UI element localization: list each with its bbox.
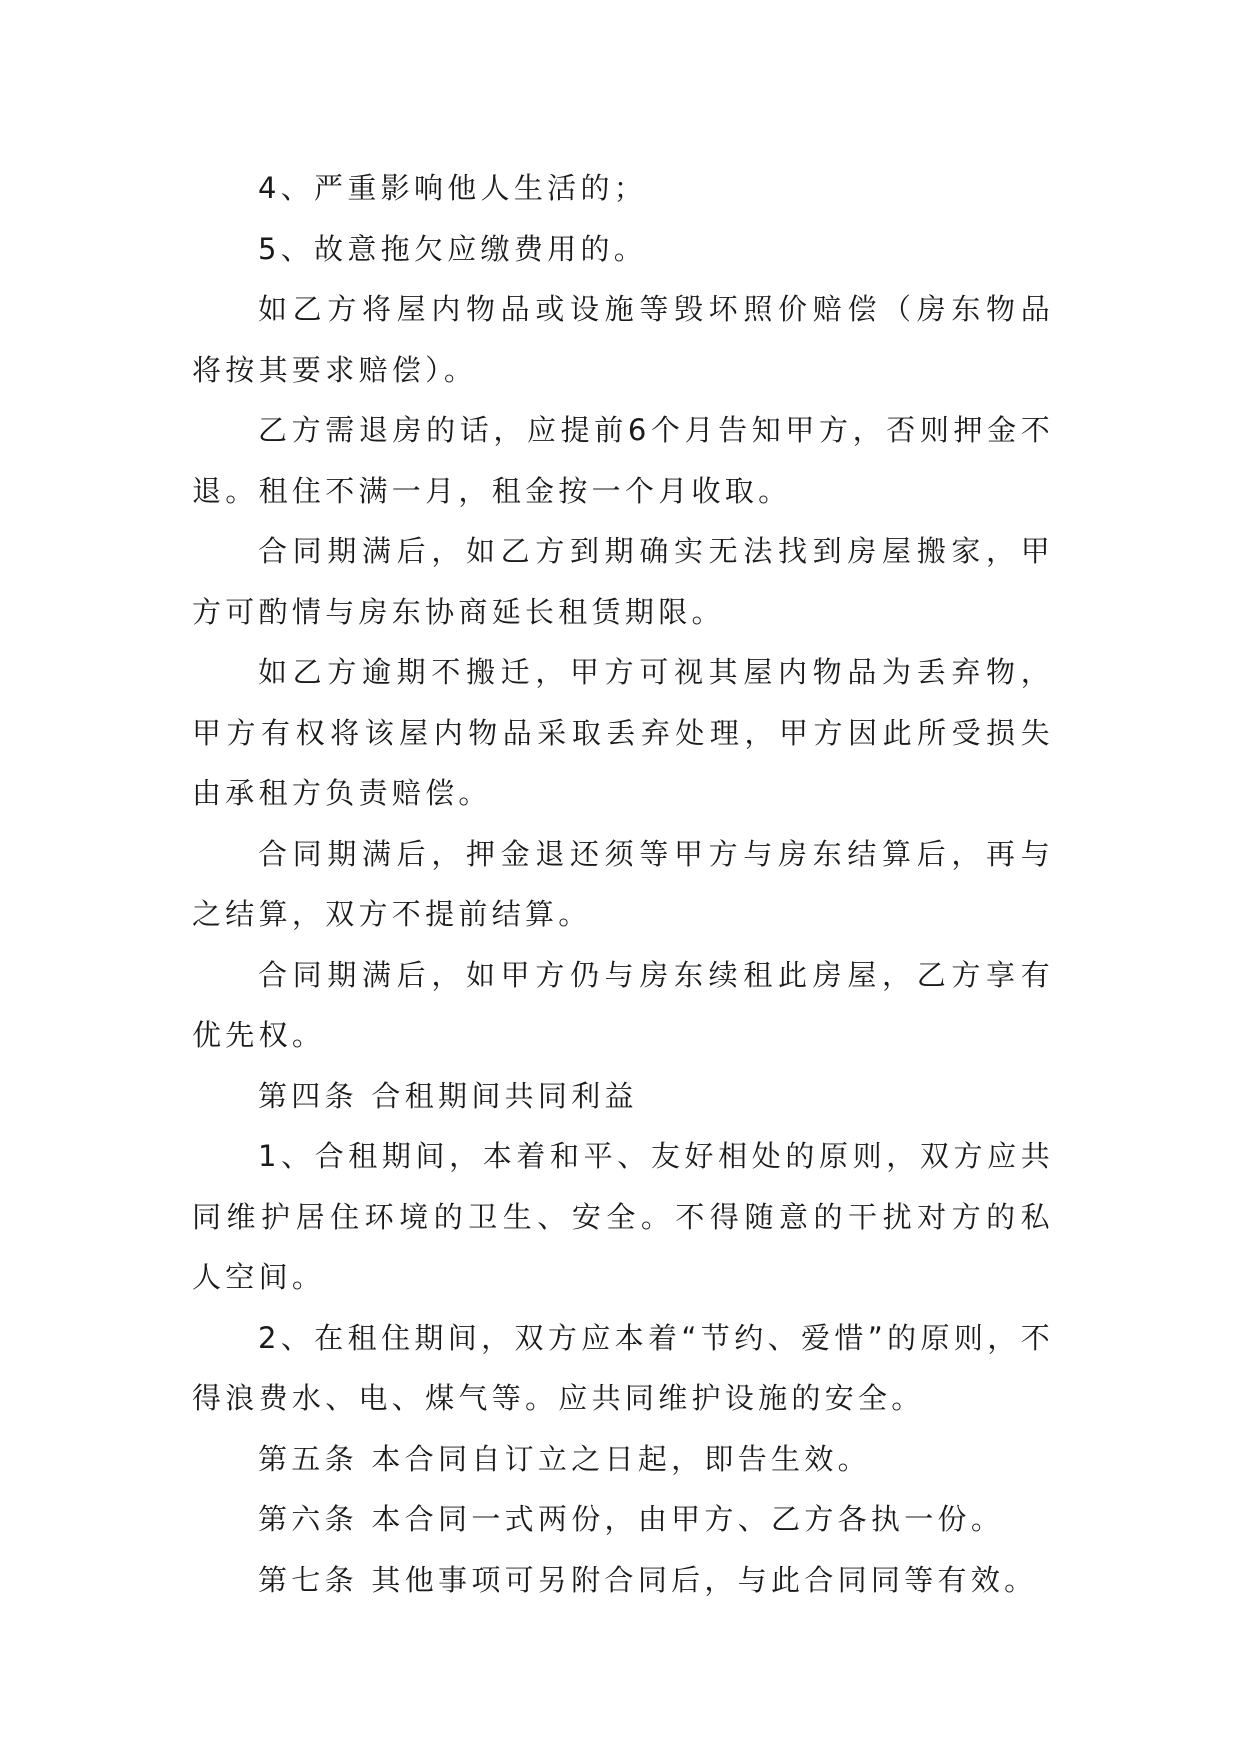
article-4-heading: 第四条 合租期间共同利益 [258,1078,638,1113]
paragraph-move-out-notice: 乙方需退房的话，应提前6个月告知甲方，否则押金不退。租住不满一月，租金按一个月收取。 [192,413,1054,508]
article-5: 第五条 本合同自订立之日起，即告生效。 [258,1441,871,1476]
paragraph-clause-5: 5、故意拖欠应缴费用的。 [258,231,648,266]
paragraph-damage-compensation: 如乙方将屋内物品或设施等毁坏照价赔偿（房东物品将按其要求赔偿）。 [192,292,1054,387]
paragraph-deposit-settlement: 合同期满后，押金退还须等甲方与房东结算后，再与之结算，双方不提前结算。 [192,836,1054,931]
paragraph-article-4-item-1: 1、合租期间，本着和平、友好相处的原则，双方应共同维护居住环境的卫生、安全。不得随意的干扰对方的私人空间。 [192,1139,1054,1294]
paragraph-renewal-priority: 合同期满后，如甲方仍与房东续租此房屋，乙方享有优先权。 [192,957,1054,1052]
document-body [192,158,1054,1610]
paragraph-lease-extension: 合同期满后，如乙方到期确实无法找到房屋搬家，甲方可酌情与房东协商延长租赁期限。 [192,534,1054,629]
article-6: 第六条 本合同一式两份，由甲方、乙方各执一份。 [258,1502,1005,1536]
article-7: 第七条 其他事项可另附合同后，与此合同同等有效。 [258,1562,1038,1597]
paragraph-article-4-item-2: 2、在租住期间，双方应本着“节约、爱惜”的原则，不得浪费水、电、煤气等。应共同维护设施的安全。 [192,1320,1054,1415]
paragraph-clause-4: 4、严重影响他人生活的； [258,171,648,205]
paragraph-overdue-relocation: 如乙方逾期不搬迁，甲方可视其屋内物品为丢弃物，甲方有权将该屋内物品采取丢弃处理，甲方因此所受损失由承租方负责赔偿。 [192,655,1054,810]
